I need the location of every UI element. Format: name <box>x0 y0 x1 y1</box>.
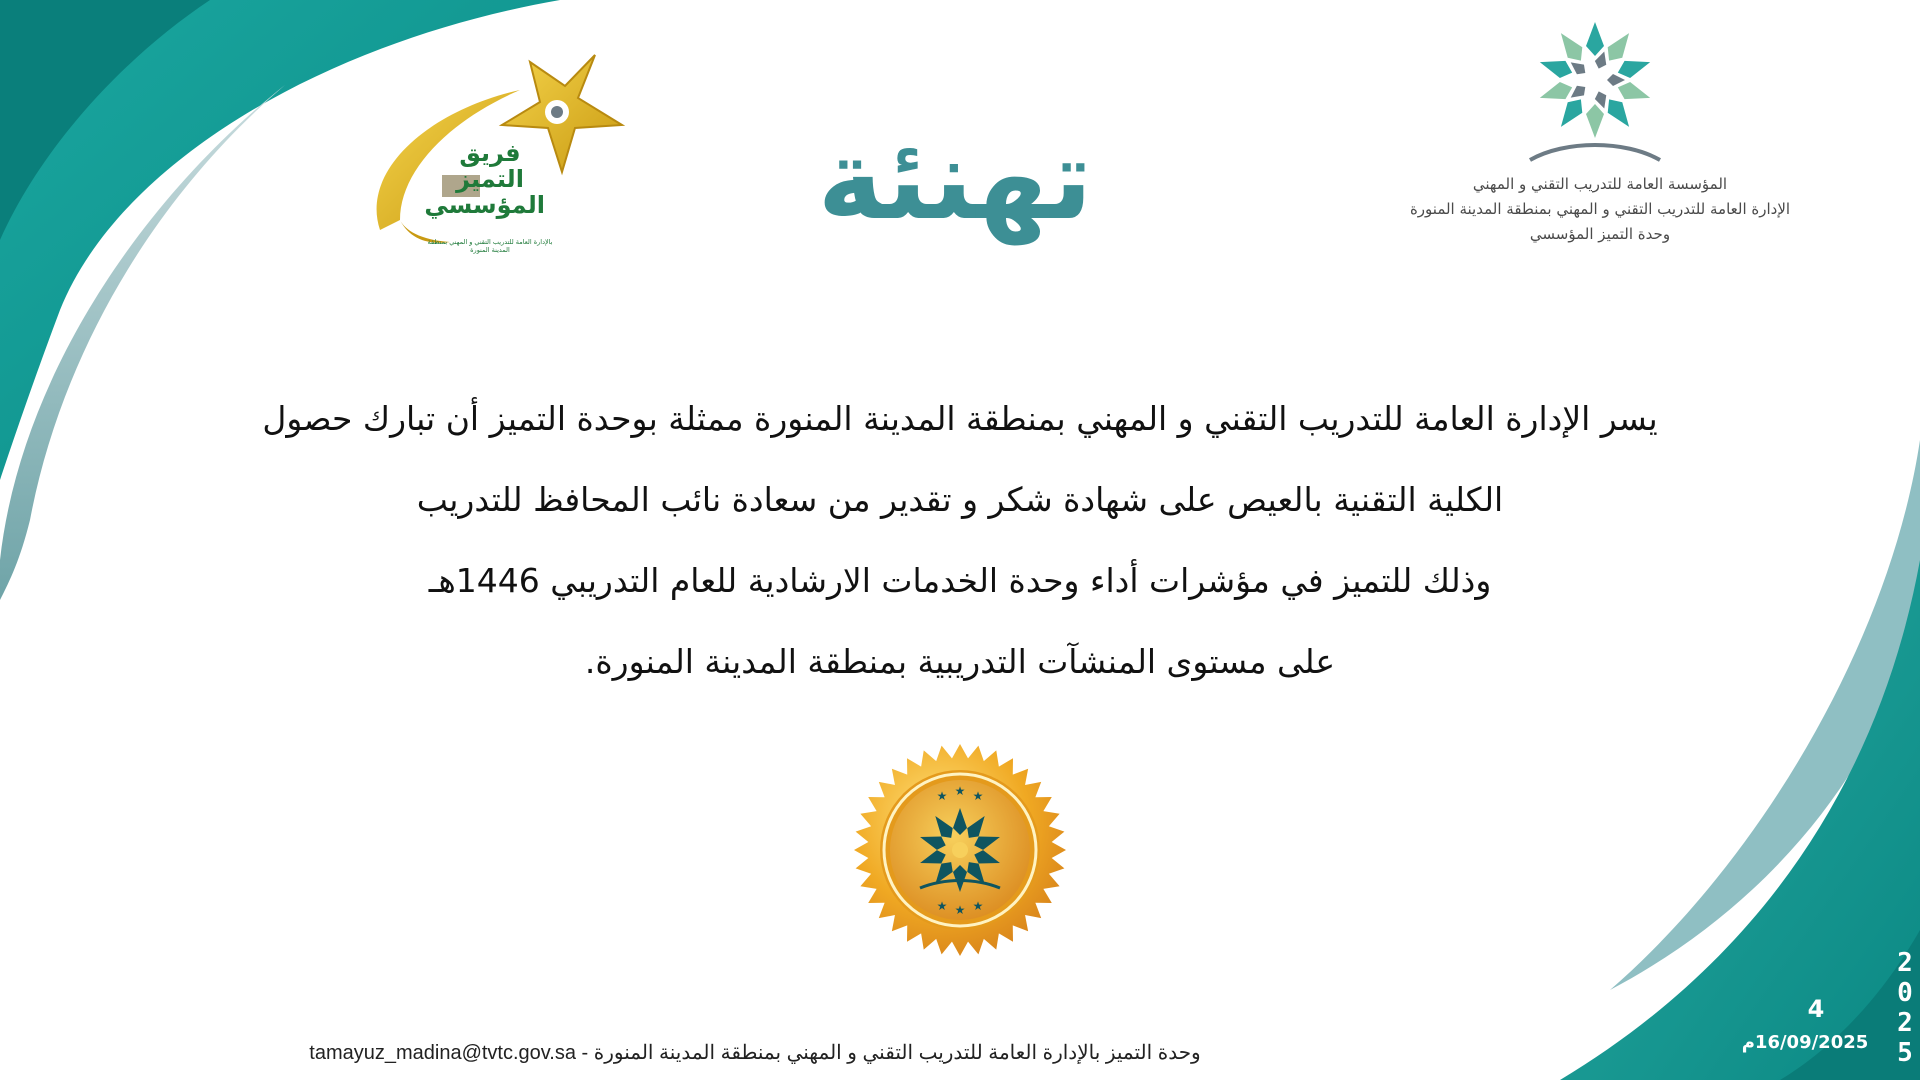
vertical-year <box>1890 948 1920 1068</box>
svg-text:★: ★ <box>936 899 948 913</box>
page-number: 4 <box>1807 995 1825 1023</box>
team-logo-subtitle: بالإدارة العامة للتدريب التقني و المهني بمنطقة المدينة المنورة <box>427 238 553 254</box>
svg-text:★: ★ <box>954 903 966 917</box>
gold-seal-icon <box>850 740 1070 960</box>
year-digit: 2 <box>1897 1008 1913 1038</box>
team-logo-line-3: المؤسسي <box>424 191 545 219</box>
slide-date: 16/09/2025م <box>1741 1032 1869 1053</box>
message-line-1: يسر الإدارة العامة للتدريب التقني و المهني بمنطقة المدينة المنورة ممثلة بوحدة التميز أن تبارك حصول <box>262 399 1658 438</box>
message-line-3: وذلك للتميز في مؤشرات أداء وحدة الخدمات الارشادية للعام التدريبي 1446هـ <box>428 561 1492 600</box>
org-line-2: الإدارة العامة للتدريب التقني و المهني بمنطقة المدينة المنورة <box>1409 200 1791 218</box>
svg-text:★: ★ <box>954 784 966 798</box>
excellence-team-logo <box>370 50 630 265</box>
year-digit: 2 <box>1897 948 1913 978</box>
svg-text:★: ★ <box>972 789 984 803</box>
year-digit: 0 <box>1897 978 1913 1008</box>
page-title: تهنئة <box>817 115 1093 245</box>
message-line-4: على مستوى المنشآت التدريبية بمنطقة المدينة المنورة. <box>584 642 1336 681</box>
team-logo-line-1: فريق <box>459 139 521 167</box>
congratulation-message <box>200 385 1720 709</box>
team-logo-line-2: التميز <box>456 165 524 193</box>
tvtc-logo-icon <box>1525 18 1665 168</box>
org-line-1: المؤسسة العامة للتدريب التقني و المهني <box>1472 175 1728 193</box>
organization-name-block <box>1370 172 1830 247</box>
year-digit: 5 <box>1897 1038 1913 1068</box>
team-logo-title <box>424 139 545 219</box>
org-line-3: وحدة التميز المؤسسي <box>1529 225 1671 243</box>
footer-text: وحدة التميز بالإدارة العامة للتدريب التقني و المهني بمنطقة المدينة المنورة - tamayuz_madina@tvtc.gov.sa <box>309 1042 1201 1064</box>
svg-text:★: ★ <box>936 789 948 803</box>
message-line-2: الكلية التقنية بالعيص على شهادة شكر و تقدير من سعادة نائب المحافظ للتدريب <box>416 480 1504 519</box>
svg-text:★: ★ <box>972 899 984 913</box>
